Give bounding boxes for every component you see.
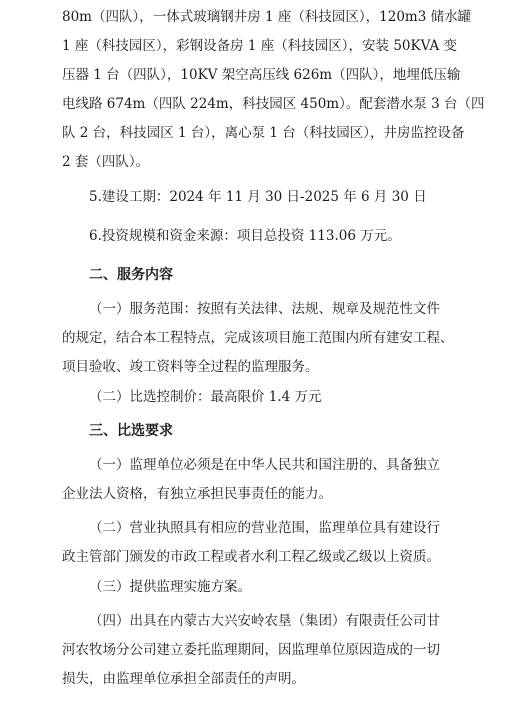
paragraph-line: （一）服务范围：按照有关法律、法规、规章及规范性文件 xyxy=(89,301,440,317)
text-line: 压器 1 台（四队），10KV 架空高压线 626m（四队），地埋低压输 xyxy=(62,67,461,83)
paragraph-line: （二）营业执照具有相应的营业范围，监理单位具有建设行 xyxy=(89,520,440,536)
paragraph-line: 损失，由监理单位承担全部责任的声明。 xyxy=(62,671,305,687)
paragraph-line: 项目验收、竣工资料等全过程的监理服务。 xyxy=(62,359,319,375)
price-limit: （二）比选控制价：最高限价 1.4 万元 xyxy=(89,389,322,405)
paragraph-line: （三）提供监理实施方案。 xyxy=(89,579,251,595)
paragraph-line: 企业法人资格，有独立承担民事责任的能力。 xyxy=(62,486,332,502)
construction-period: 5.建设工期：2024 年 11 月 30 日-2025 年 6 月 30 日 xyxy=(89,189,427,205)
paragraph-line: 政主管部门颁发的市政工程或者水利工程乙级或乙级以上资质。 xyxy=(62,549,440,565)
section-heading-requirements: 三、比选要求 xyxy=(89,423,173,439)
paragraph-line: （四）出具在内蒙古大兴安岭农垦（集团）有限责任公司甘 xyxy=(89,613,440,629)
text-line: 2 套（四队）。 xyxy=(62,154,150,170)
text-line: 80m（四队），一体式玻璃钢井房 1 座（科技园区），120m3 储水罐 xyxy=(62,9,472,25)
paragraph-line: 河农牧场分公司建立委托监理期间，因监理单位原因造成的一切 xyxy=(62,642,440,658)
text-line: 1 座（科技园区），彩钢设备房 1 座（科技园区），安装 50KVA 变 xyxy=(62,38,457,54)
text-line: 队 2 台，科技园区 1 台），离心泵 1 台（科技园区），井房监控设备 xyxy=(62,125,465,141)
investment-scale: 6.投资规模和资金来源：项目总投资 113.06 万元。 xyxy=(89,228,401,244)
text-line: 电线路 674m（四队 224m，科技园区 450m）。配套潜水泵 3 台（四 xyxy=(62,96,485,112)
section-heading-service-content: 二、服务内容 xyxy=(89,267,173,283)
paragraph-line: （一）监理单位必须是在中华人民共和国注册的、具备独立 xyxy=(89,457,440,473)
paragraph-line: 的规定，结合本工程特点，完成该项目施工范围内所有建安工程、 xyxy=(62,330,454,346)
